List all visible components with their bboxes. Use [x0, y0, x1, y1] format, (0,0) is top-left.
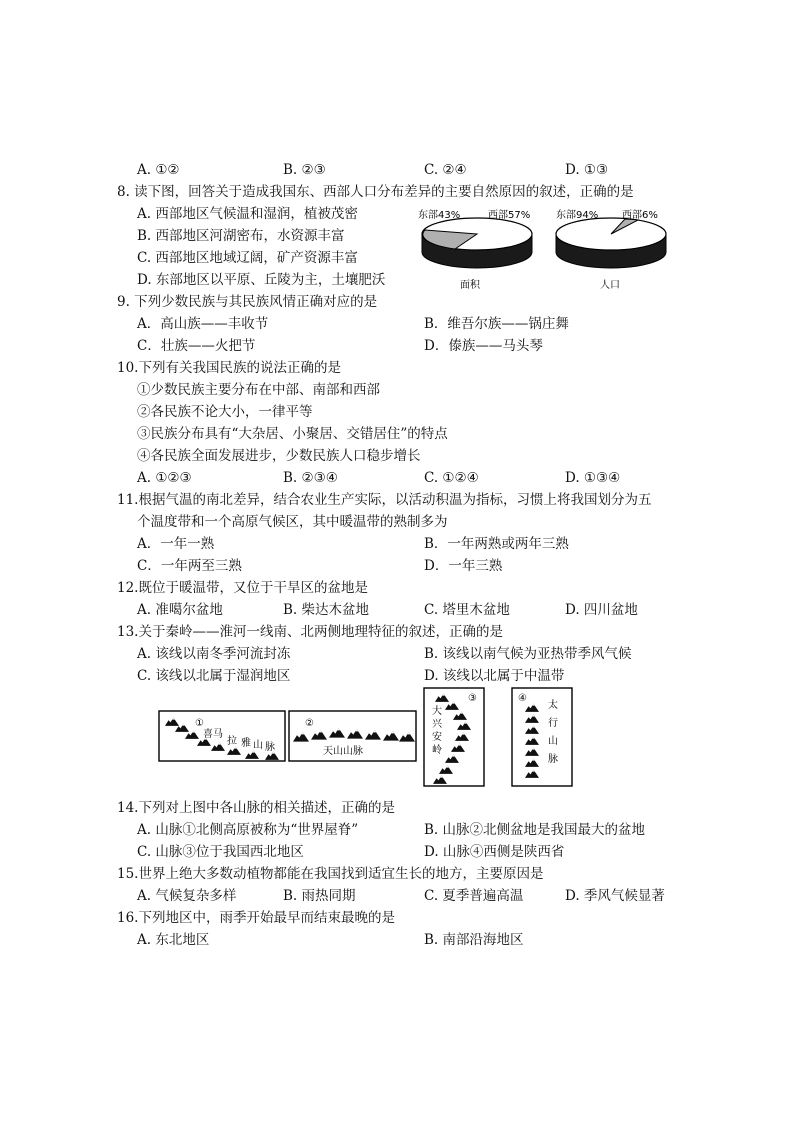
q15-option-b: B. 雨热同期 [283, 888, 356, 904]
q9-stem: 9. 下列少数民族与其民族风情正确对应的是 [117, 294, 378, 310]
svg-text:山: 山 [253, 740, 263, 751]
q15-option-a: A. 气候复杂多样 [137, 888, 237, 904]
q11-option-c: C．一年两至三熟 [137, 558, 242, 574]
mountain-2-name: 天山山脉 [323, 746, 363, 757]
mountain-3-daxinganling [424, 688, 484, 786]
q10-stem: 10.下列有关我国民族的说法正确的是 [117, 360, 341, 376]
mountain-4-number: ④ [518, 693, 527, 704]
q8-option-d: D. 东部地区以平原、丘陵为主，土壤肥沃 [137, 272, 386, 288]
q8-option-b: B. 西部地区河湖密布，水资源丰富 [137, 228, 345, 244]
q16-option-a: A. 东北地区 [137, 932, 210, 948]
pie-area-west-label: 西部57% [488, 210, 531, 221]
q13-stem: 13.关于秦岭——淮河一线南、北两侧地理特征的叙述，正确的是 [117, 624, 503, 640]
q10-option-d: D. ①③④ [565, 470, 621, 486]
q11-option-d: D．一年三熟 [424, 558, 503, 574]
q15-stem: 15.世界上绝大多数动植物都能在我国找到适宜生长的地方，主要原因是 [117, 866, 544, 882]
q10-item-1: ①少数民族主要分布在中部、南部和西部 [137, 382, 380, 398]
q9-option-c: C．壮族——火把节 [137, 338, 256, 354]
svg-text:脉: 脉 [548, 754, 558, 765]
q11-stem-line2: 个温度带和一个高原气候区，其中暖温带的熟制多为 [137, 514, 448, 530]
svg-text:雅: 雅 [241, 738, 251, 749]
svg-text:太: 太 [548, 700, 558, 711]
q9-option-a: A．高山族——丰收节 [137, 316, 269, 332]
svg-text:大: 大 [432, 706, 442, 717]
q9-option-d: D．傣族——马头琴 [424, 338, 543, 354]
mountain-2-tianshan [289, 711, 416, 761]
q10-option-c: C. ①②④ [424, 470, 479, 486]
q8-option-a: A. 西部地区气候温和湿润，植被茂密 [137, 206, 358, 222]
q12-stem: 12.既位于暖温带，又位于干旱区的盆地是 [117, 580, 368, 596]
q7-option-a: A. ①② [137, 162, 180, 178]
q8-pie-figure [410, 202, 670, 294]
mountain-1-number: ① [195, 718, 204, 729]
pie-population-east-label: 东部94% [556, 210, 599, 221]
q14-option-a: A. 山脉①北侧高原被称为“世界屋脊” [137, 822, 359, 838]
q10-option-b: B. ②③④ [283, 470, 338, 486]
q12-option-a: A. 准噶尔盆地 [137, 602, 223, 618]
q10-option-a: A. ①②③ [137, 470, 192, 486]
svg-text:岭: 岭 [432, 745, 442, 756]
svg-text:安: 安 [432, 732, 442, 743]
q8-stem: 8. 读下图，回答关于造成我国东、西部人口分布差异的主要自然原因的叙述，正确的是 [117, 184, 634, 200]
svg-text:拉: 拉 [227, 736, 237, 747]
q14-stem: 14.下列对上图中各山脉的相关描述，正确的是 [117, 800, 395, 816]
q10-item-4: ④各民族全面发展进步，少数民族人口稳步增长 [137, 448, 421, 464]
q7-option-b: B. ②③ [283, 162, 326, 178]
q8-option-c: C. 西部地区地域辽阔，矿产资源丰富 [137, 250, 358, 266]
q11-option-b: B．一年两熟或两年三熟 [424, 536, 569, 552]
mountain-4-taihang [512, 688, 572, 786]
q9-option-b: B．维吾尔族——锅庄舞 [424, 316, 569, 332]
pie-population [556, 208, 666, 291]
svg-text:山: 山 [548, 736, 558, 747]
mountain-3-number: ③ [468, 693, 477, 704]
q10-item-3: ③民族分布具有“大杂居、小聚居、交错居住”的特点 [137, 426, 448, 442]
q12-option-b: B. 柴达木盆地 [283, 602, 370, 618]
pie-area [418, 208, 532, 291]
pie-area-east-label: 东部43% [418, 210, 461, 221]
q10-item-2: ②各民族不论大小，一律平等 [137, 404, 313, 420]
q16-option-b: B. 南部沿海地区 [424, 932, 524, 948]
q7-option-c: C. ②④ [424, 162, 467, 178]
q15-option-c: C. 夏季普遍高温 [424, 888, 524, 904]
q12-option-c: C. 塔里木盆地 [424, 602, 510, 618]
pie-population-caption: 人口 [600, 280, 620, 291]
pie-area-caption: 面积 [460, 280, 480, 291]
q14-option-d: D. 山脉④西侧是陕西省 [424, 844, 565, 860]
q13-option-b: B. 该线以南气候为亚热带季风气候 [424, 646, 632, 662]
svg-text:喜马: 喜马 [203, 729, 223, 740]
q16-stem: 16.下列地区中，雨季开始最早而结束最晚的是 [117, 910, 395, 926]
q7-option-d: D. ①③ [565, 162, 609, 178]
q13-option-c: C. 该线以北属于湿润地区 [137, 668, 291, 684]
mountain-1-himalaya [159, 711, 285, 761]
mountains-figure [155, 686, 575, 790]
q13-option-d: D. 该线以北属于中温带 [424, 668, 565, 684]
pie-population-west-label: 西部6% [622, 210, 658, 221]
q14-option-c: C. 山脉③位于我国西北地区 [137, 844, 304, 860]
q12-option-d: D. 四川盆地 [565, 602, 638, 618]
q11-stem-line1: 11.根据气温的南北差异，结合农业生产实际，以活动积温为指标，习惯上将我国划分为五 [117, 492, 652, 508]
q14-option-b: B. 山脉②北侧盆地是我国最大的盆地 [424, 822, 646, 838]
q15-option-d: D. 季风气候显著 [565, 888, 665, 904]
mountain-2-number: ② [305, 718, 314, 729]
svg-text:兴: 兴 [432, 719, 442, 730]
q13-option-a: A. 该线以南冬季河流封冻 [137, 646, 291, 662]
svg-text:行: 行 [548, 718, 558, 729]
q11-option-a: A．一年一熟 [137, 536, 215, 552]
svg-text:脉: 脉 [265, 742, 275, 753]
